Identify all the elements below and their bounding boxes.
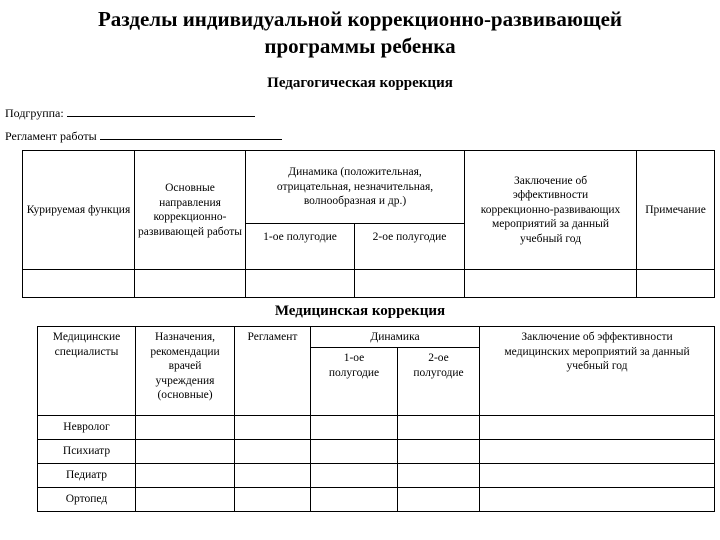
table-row xyxy=(38,488,715,512)
cell[interactable] xyxy=(136,440,235,464)
header-schedule: Регламент xyxy=(235,327,311,416)
cell[interactable] xyxy=(480,416,715,440)
header-conclusion: Заключение об эффективности медицинских мероприятий за данный учебный год xyxy=(480,327,715,416)
section-heading-pedagogical: Педагогическая коррекция xyxy=(267,75,453,91)
cell[interactable] xyxy=(311,464,398,488)
header-second-half: 2-ое полугодие xyxy=(355,224,465,270)
cell[interactable] xyxy=(23,270,135,298)
table-row xyxy=(38,464,715,488)
table-row xyxy=(38,416,715,440)
cell[interactable] xyxy=(637,270,715,298)
cell[interactable] xyxy=(398,488,480,512)
header-dynamics: Динамика xyxy=(311,327,480,348)
page-title xyxy=(0,6,720,60)
pedagogical-table xyxy=(22,150,715,298)
header-note: Примечание xyxy=(637,151,715,270)
cell[interactable] xyxy=(398,440,480,464)
header-directions: Основные направления коррекционно-развивающей работы xyxy=(135,151,246,270)
cell[interactable] xyxy=(135,270,246,298)
header-conclusion: Заключение об эффективности коррекционно-развивающих мероприятий за данный учебный год xyxy=(465,151,637,270)
cell[interactable] xyxy=(398,416,480,440)
cell[interactable] xyxy=(398,464,480,488)
specialist-name: Психиатр xyxy=(38,440,136,464)
cell[interactable] xyxy=(311,440,398,464)
schedule-label: Регламент работы xyxy=(5,129,97,143)
specialist-name: Ортопед xyxy=(38,488,136,512)
subgroup-blank-line[interactable] xyxy=(67,105,255,117)
cell[interactable] xyxy=(465,270,637,298)
header-second-half: 2-ое полугодие xyxy=(398,348,480,416)
table-row xyxy=(38,440,715,464)
cell[interactable] xyxy=(136,416,235,440)
header-dynamics: Динамика (положительная, отрицательная, незначительная, волнообразная и др.) xyxy=(246,151,465,224)
subgroup-field xyxy=(5,105,255,121)
subgroup-label: Подгруппа: xyxy=(5,106,64,120)
cell[interactable] xyxy=(235,488,311,512)
title-line-2: программы ребенка xyxy=(264,34,456,58)
cell[interactable] xyxy=(246,270,355,298)
header-first-half: 1-ое полугодие xyxy=(311,348,398,416)
schedule-blank-line[interactable] xyxy=(100,128,282,140)
cell[interactable] xyxy=(235,416,311,440)
header-specialists: Медицинские специалисты xyxy=(38,327,136,416)
specialist-name: Педиатр xyxy=(38,464,136,488)
cell[interactable] xyxy=(480,488,715,512)
section-heading-medical: Медицинская коррекция xyxy=(274,303,446,319)
cell[interactable] xyxy=(136,464,235,488)
cell[interactable] xyxy=(235,464,311,488)
cell[interactable] xyxy=(311,488,398,512)
cell[interactable] xyxy=(480,440,715,464)
title-line-1: Разделы индивидуальной коррекционно-развивающей xyxy=(97,7,623,31)
specialist-name: Невролог xyxy=(38,416,136,440)
cell[interactable] xyxy=(136,488,235,512)
header-first-half: 1-ое полугодие xyxy=(246,224,355,270)
cell[interactable] xyxy=(480,464,715,488)
schedule-field xyxy=(5,128,282,144)
header-appointments: Назначения, рекомендации врачей учреждения (основные) xyxy=(136,327,235,416)
cell[interactable] xyxy=(355,270,465,298)
table-row xyxy=(23,270,715,298)
header-function: Курируемая функция xyxy=(23,151,135,270)
medical-table xyxy=(37,326,715,512)
cell[interactable] xyxy=(235,440,311,464)
cell[interactable] xyxy=(311,416,398,440)
